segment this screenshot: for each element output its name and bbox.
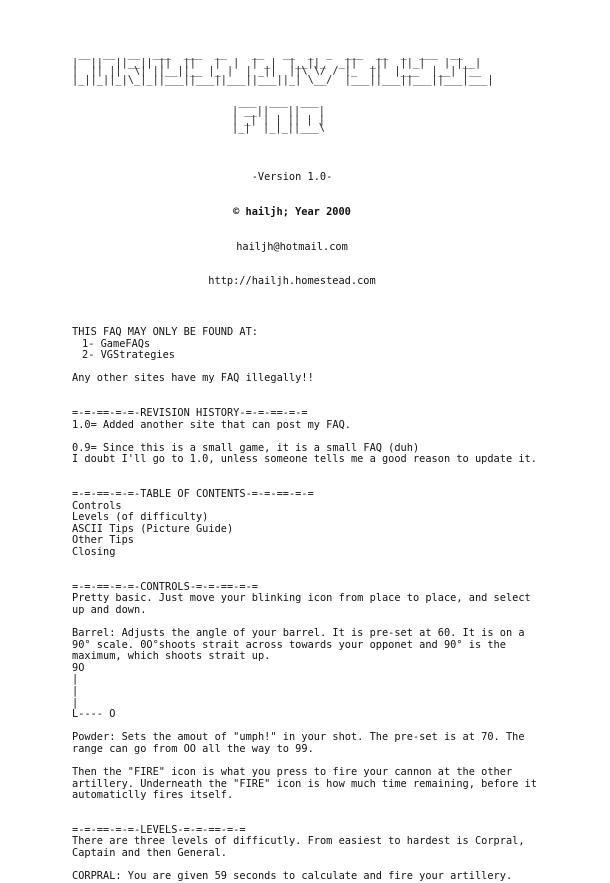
revision-entry: 1.0= Added another site that can post my FAQ. — [72, 418, 351, 431]
controls-text: automaticlly fires itself. — [72, 789, 234, 802]
ascii-art-title: __ __ __ ___ ___ __ __ __ _ _ ___ __ _ ___ __ | || ||__|| || || | | | _| |__||_ _|| _|| ||_| | |__| | || || \| ||__||__ |_ | | _|| ||\ \/ / |_ || |___ |__| |__ |_||_||_|\_|_||___||___||___||___||_| \__/ |___||___||___||___|___| — [72, 48, 494, 86]
levels-heading: =-=-==-=-=-LEVELS-=-=-==-=-= — [72, 823, 246, 836]
found-at-warning: Any other sites have my FAQ illegally!! — [72, 372, 314, 385]
revision-heading: =-=-==-=-=-REVISION HISTORY-=-=-==-=-= — [72, 407, 308, 420]
toc-item: ASCII Tips (Picture Guide) — [72, 522, 234, 535]
found-at-section — [72, 327, 602, 385]
levels-section — [72, 825, 602, 883]
author-line: © hailjh; Year 2000 — [233, 205, 351, 218]
toc-section — [72, 489, 602, 559]
revision-section — [72, 408, 602, 466]
controls-text: artillery. Underneath the "FIRE" icon is how much time remaining, before it — [72, 777, 537, 790]
controls-text: 90° scale. 0O°shoots strait across towards your opponet and 90° is the — [72, 638, 506, 651]
revision-entry: 0.9= Since this is a small game, it is a small FAQ (duh) — [72, 441, 420, 454]
toc-item: Levels (of difficulty) — [72, 511, 209, 524]
revision-entry: I doubt I'll go to 1.0, unless someone tells me a good reason to update it. — [72, 453, 537, 466]
angle-diagram: 9O | | | L---- O — [72, 661, 116, 721]
email-text: hailjh@hotmail.com — [236, 240, 348, 253]
controls-text: maximum, which shoots strait up. — [72, 650, 271, 663]
toc-item: Controls — [72, 499, 122, 512]
levels-text: Captain and then General. — [72, 847, 227, 860]
controls-text: Barrel: Adjusts the angle of your barrel. It is pre-set at 60. It is on a — [72, 626, 525, 639]
controls-text: Then the "FIRE" icon is what you press to fire your cannon at the other — [72, 766, 513, 779]
controls-heading: =-=-==-=-=-CONTROLS-=-=-==-=-= — [72, 580, 258, 593]
faq-document — [72, 50, 602, 883]
toc-item: Other Tips — [72, 534, 134, 547]
credits-block — [72, 149, 512, 311]
levels-text: CORPRAL: You are given 59 seconds to calculate and fire your artillery. — [72, 870, 513, 883]
website-text: http://hailjh.homestead.com — [208, 275, 376, 288]
toc-heading: =-=-==-=-=-TABLE OF CONTENTS-=-=-==-=-= — [72, 488, 314, 500]
toc-item: Closing — [72, 545, 116, 558]
ascii-art-faq: ___ ___ ___ | __|| || | | _| | | || | | |_| |_|_||___\ — [232, 96, 325, 135]
controls-text: range can go from OO all the way to 99. — [72, 742, 314, 755]
controls-text: Pretty basic. Just move your blinking icon from place to place, and select — [72, 592, 531, 605]
found-at-heading: THIS FAQ MAY ONLY BE FOUND AT: — [72, 326, 258, 339]
levels-text: There are three levels of difficutly. From easiest to hardest is Corpral, — [72, 835, 525, 848]
found-at-item: 1- GameFAQs — [82, 337, 151, 350]
controls-text: Powder: Sets the amout of "umph!" in your shot. The pre-set is at 70. The — [72, 731, 525, 744]
version-text: -Version 1.0- — [251, 170, 333, 183]
controls-section — [72, 582, 602, 802]
controls-text: up and down. — [72, 603, 147, 616]
found-at-item: 2- VGStrategies — [82, 349, 175, 362]
